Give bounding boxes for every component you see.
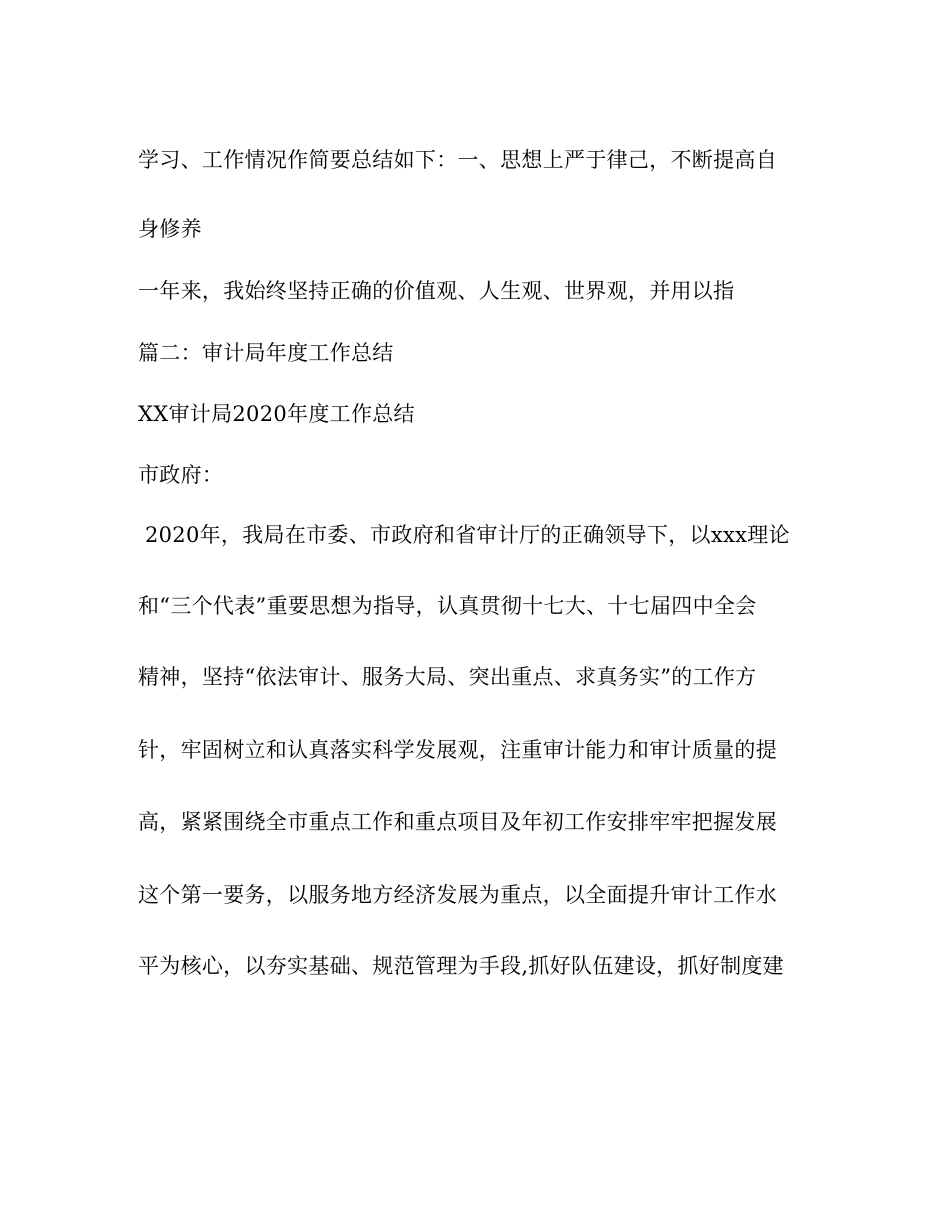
paragraph-line: 一年来，我始终坚持正确的价值观、人生观、世界观，并用以指: [138, 279, 735, 303]
paragraph-line: 这个第一要务，以服务地方经济发展为重点，以全面提升审计工作水: [138, 883, 777, 907]
document-title: XX审计局2020年度工作总结: [138, 402, 415, 426]
paragraph-line: 精神，坚持“依法审计、服务大局、突出重点、求真务实”的工作方: [138, 665, 757, 689]
paragraph-line: 和“三个代表”重要思想为指导，认真贯彻十七大、十七届四中全会: [138, 594, 757, 618]
paragraph-line: 学习、工作情况作简要总结如下：一、思想上严于律己，不断提高自: [138, 148, 777, 172]
paragraph-line: 高，紧紧围绕全市重点工作和重点项目及年初工作安排牢牢把握发展: [138, 810, 777, 834]
paragraph-line: 平为核心，以夯实基础、规范管理为手段,抓好队伍建设，抓好制度建: [138, 954, 784, 978]
paragraph-line: 身修养: [138, 217, 202, 241]
paragraph-line: 针，牢固树立和认真落实科学发展观，注重审计能力和审计质量的提: [138, 738, 777, 762]
paragraph-line: 2020年，我局在市委、市政府和省审计厅的正确领导下，以xxx理论: [138, 523, 790, 547]
section-heading: 篇二：审计局年度工作总结: [138, 341, 394, 365]
salutation: 市政府：: [138, 463, 224, 487]
